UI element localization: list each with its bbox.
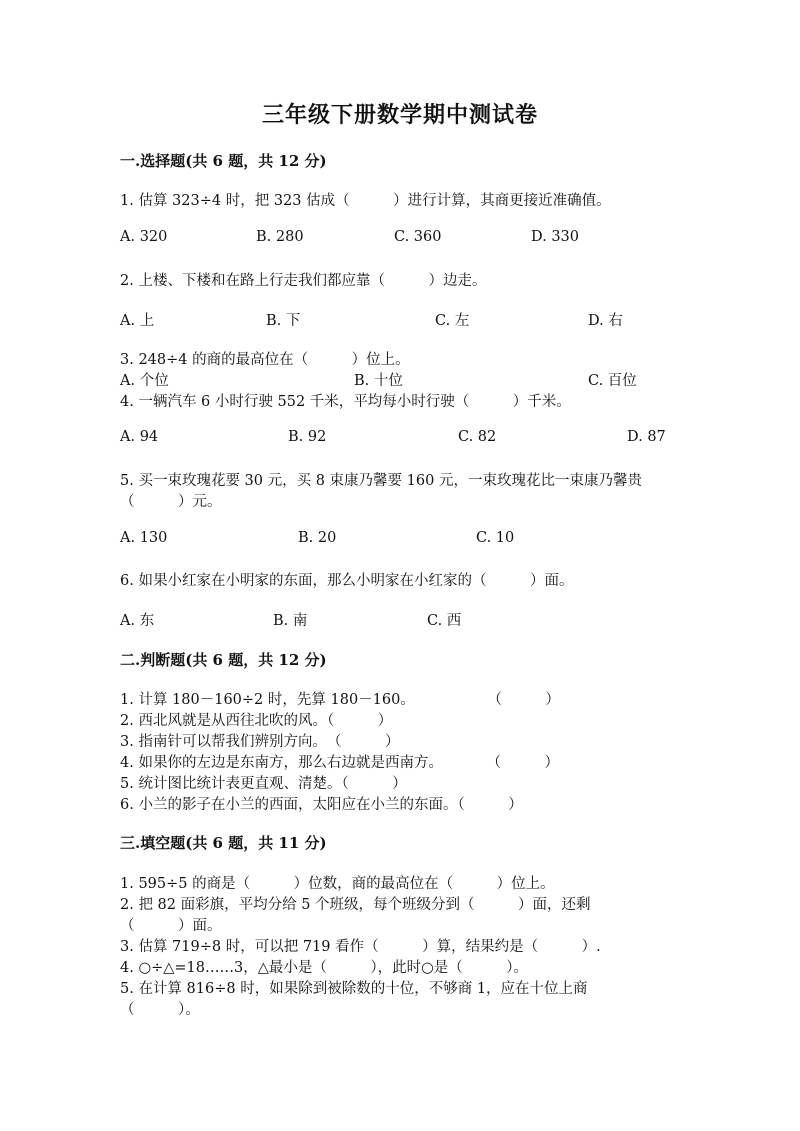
option-b: B. 十位: [354, 373, 403, 389]
fill-item: 1. 595÷5 的商是（ ）位数，商的最高位在（ ）位上。: [120, 876, 555, 892]
fill-item: 4. ○÷△=18……3，△最小是（ ），此时○是（ ）。: [120, 960, 529, 976]
option-c: C. 左: [435, 313, 470, 329]
fill-item-continuation: （ ）面。: [120, 918, 222, 934]
option-a: A. 上: [120, 313, 155, 329]
judgement-item: 1. 计算 180－160÷2 时，先算 180－160。 （ ）: [120, 692, 560, 708]
option-b: B. 20: [298, 530, 337, 546]
option-c: C. 360: [394, 229, 442, 245]
question-1: 1. 估算 323÷4 时，把 323 估成（ ）进行计算，其商更接近准确值。: [120, 193, 611, 209]
judgement-item: 2. 西北风就是从西往北吹的风。（ ）: [120, 713, 393, 729]
option-d: D. 87: [627, 429, 666, 445]
option-c: C. 百位: [588, 373, 637, 389]
question-6: 6. 如果小红家在小明家的东面，那么小明家在小红家的（ ）面。: [120, 573, 574, 589]
question-5-line-1: 5. 买一束玫瑰花要 30 元，买 8 束康乃馨要 160 元，一束玫瑰花比一束康乃馨贵: [120, 473, 642, 489]
section-heading-judgement: 二.判断题(共 6 题，共 12 分): [120, 651, 327, 669]
judgement-item: 5. 统计图比统计表更直观、清楚。（ ）: [120, 776, 407, 792]
option-d: D. 330: [531, 229, 580, 245]
option-a: A. 130: [120, 530, 168, 546]
page-title: 三年级下册数学期中测试卷: [261, 102, 538, 128]
judgement-item: 3. 指南针可以帮我们辨别方向。 （ ）: [120, 734, 400, 750]
question-5-line-2: （ ）元。: [120, 494, 222, 510]
option-b: B. 南: [273, 613, 308, 629]
judgement-item: 6. 小兰的影子在小兰的西面，太阳应在小兰的东面。（ ）: [120, 797, 523, 813]
judgement-item: 4. 如果你的左边是东南方，那么右边就是西南方。 （ ）: [120, 755, 559, 771]
option-b: B. 下: [266, 313, 301, 329]
fill-item: 2. 把 82 面彩旗，平均分给 5 个班级，每个班级分到（ ）面，还剩: [120, 897, 591, 913]
option-c: C. 西: [427, 613, 462, 629]
option-a: A. 94: [120, 429, 159, 445]
question-2: 2. 上楼、下楼和在路上行走我们都应靠（ ）边走。: [120, 273, 487, 289]
section-heading-choice: 一.选择题(共 6 题，共 12 分): [120, 152, 327, 170]
fill-item: 5. 在计算 816÷8 时，如果除到被除数的十位，不够商 1，应在十位上商: [120, 981, 588, 997]
question-4: 4. 一辆汽车 6 小时行驶 552 千米，平均每小时行驶（ ）千米。: [120, 394, 571, 410]
fill-item: 3. 估算 719÷8 时，可以把 719 看作（ ）算，结果约是（ ）.: [120, 939, 601, 955]
option-b: B. 280: [256, 229, 304, 245]
fill-item-continuation: （ ）。: [120, 1002, 200, 1018]
option-a: A. 320: [120, 229, 168, 245]
option-b: B. 92: [288, 429, 327, 445]
option-a: A. 东: [120, 613, 155, 629]
option-c: C. 10: [476, 530, 515, 546]
question-3: 3. 248÷4 的商的最高位在（ ）位上。: [120, 352, 410, 368]
option-d: D. 右: [588, 313, 623, 329]
option-a: A. 个位: [120, 373, 169, 389]
option-c: C. 82: [458, 429, 497, 445]
section-heading-fill-blank: 三.填空题(共 6 题，共 11 分): [120, 834, 327, 852]
